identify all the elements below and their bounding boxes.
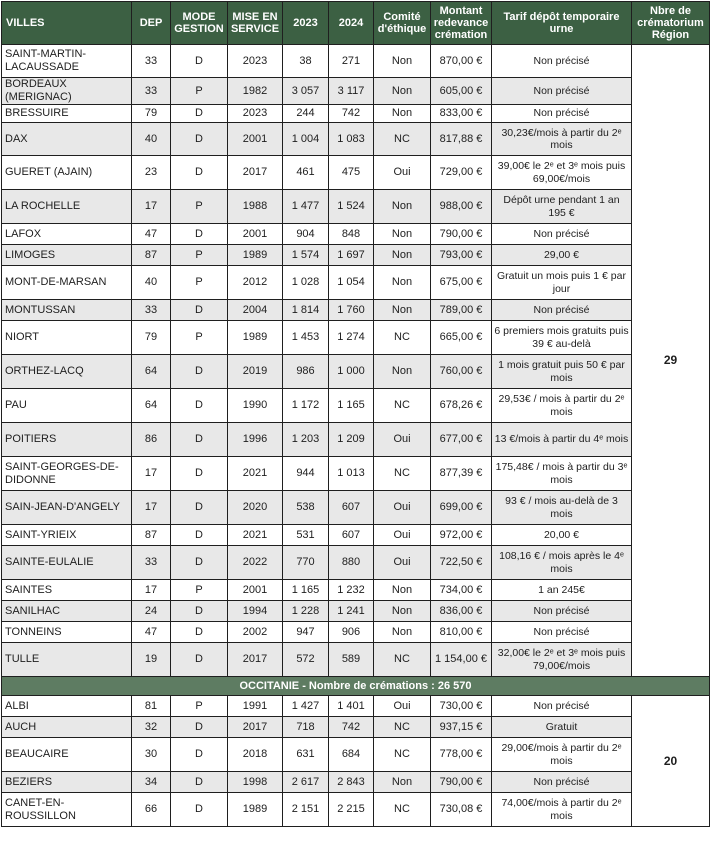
- cell-comite: NC: [374, 793, 431, 827]
- cell-ville: NIORT: [2, 321, 132, 355]
- cell-tarif: Non précisé: [492, 300, 632, 321]
- cell-montant: 1 154,00 €: [431, 643, 492, 677]
- cell-comite: Non: [374, 772, 431, 793]
- section-title: OCCITANIE - Nombre de crémations : 26 570: [2, 677, 710, 696]
- cell-mode: D: [171, 156, 228, 190]
- cell-tarif: 29,00€/mois à partir du 2ᵉ mois: [492, 738, 632, 772]
- cell-mise: 2023: [228, 45, 283, 78]
- cell-tarif: 93 € / mois au-delà de 3 mois: [492, 491, 632, 525]
- cell-ville: SAINT-GEORGES-DE-DIDONNE: [2, 457, 132, 491]
- cell-montant: 677,00 €: [431, 423, 492, 457]
- cell-mise: 1990: [228, 389, 283, 423]
- header-mode-gestion: MODE GESTION: [171, 2, 228, 45]
- cell-y2023: 1 172: [283, 389, 329, 423]
- cell-montant: 836,00 €: [431, 601, 492, 622]
- header-row: [2, 2, 710, 45]
- table-row: [2, 491, 710, 525]
- cell-y2023: 1 453: [283, 321, 329, 355]
- cell-mise: 2022: [228, 546, 283, 580]
- cell-y2024: 1 274: [329, 321, 374, 355]
- table-row: [2, 525, 710, 546]
- cell-y2023: 944: [283, 457, 329, 491]
- cell-tarif: Non précisé: [492, 45, 632, 78]
- cell-tarif: 32,00€ le 2ᵉ et 3ᵉ mois puis 79,00€/mois: [492, 643, 632, 677]
- cell-comite: Oui: [374, 491, 431, 525]
- cell-dep: 32: [132, 717, 171, 738]
- cell-mode: D: [171, 772, 228, 793]
- cell-comite: Non: [374, 622, 431, 643]
- cell-y2023: 1 814: [283, 300, 329, 321]
- cell-tarif: Non précisé: [492, 78, 632, 105]
- cell-mode: P: [171, 321, 228, 355]
- cell-ville: BRESSUIRE: [2, 105, 132, 123]
- cell-comite: Non: [374, 78, 431, 105]
- cell-montant: 605,00 €: [431, 78, 492, 105]
- cell-mise: 1996: [228, 423, 283, 457]
- cell-comite: NC: [374, 717, 431, 738]
- cell-comite: Oui: [374, 696, 431, 717]
- table-row: [2, 793, 710, 827]
- cell-tarif: 29,00 €: [492, 245, 632, 266]
- cell-y2023: 461: [283, 156, 329, 190]
- cell-mise: 1982: [228, 78, 283, 105]
- cell-y2024: 880: [329, 546, 374, 580]
- cell-tarif: 13 €/mois à partir du 4ᵉ mois: [492, 423, 632, 457]
- cell-montant: 790,00 €: [431, 772, 492, 793]
- cell-mise: 2004: [228, 300, 283, 321]
- cell-mode: D: [171, 546, 228, 580]
- cell-comite: NC: [374, 321, 431, 355]
- cell-y2024: 3 117: [329, 78, 374, 105]
- cell-mise: 1991: [228, 696, 283, 717]
- table-row: [2, 622, 710, 643]
- cell-y2024: 1 232: [329, 580, 374, 601]
- cell-montant: 972,00 €: [431, 525, 492, 546]
- table-row: [2, 105, 710, 123]
- cell-y2023: 718: [283, 717, 329, 738]
- table-row: [2, 423, 710, 457]
- cell-comite: Non: [374, 224, 431, 245]
- cell-y2024: 742: [329, 105, 374, 123]
- cell-y2024: 475: [329, 156, 374, 190]
- cell-dep: 47: [132, 224, 171, 245]
- cell-ville: LIMOGES: [2, 245, 132, 266]
- cell-comite: Non: [374, 245, 431, 266]
- cell-y2023: 531: [283, 525, 329, 546]
- cell-tarif: Dépôt urne pendant 1 an 195 €: [492, 190, 632, 224]
- cell-ville: POITIERS: [2, 423, 132, 457]
- cell-y2023: 1 028: [283, 266, 329, 300]
- cell-y2024: 1 760: [329, 300, 374, 321]
- cell-mode: D: [171, 355, 228, 389]
- header-villes: VILLES: [2, 2, 132, 45]
- cell-montant: 789,00 €: [431, 300, 492, 321]
- cell-y2024: 2 843: [329, 772, 374, 793]
- cell-dep: 33: [132, 78, 171, 105]
- cell-dep: 86: [132, 423, 171, 457]
- cell-mode: D: [171, 643, 228, 677]
- cell-tarif: Non précisé: [492, 601, 632, 622]
- cell-nbre-crematorium: 29: [632, 45, 710, 677]
- cell-ville: MONT-DE-MARSAN: [2, 266, 132, 300]
- cell-montant: 760,00 €: [431, 355, 492, 389]
- cell-comite: NC: [374, 643, 431, 677]
- cell-comite: NC: [374, 123, 431, 156]
- cell-mise: 2019: [228, 355, 283, 389]
- cell-mode: D: [171, 491, 228, 525]
- cell-mise: 2020: [228, 491, 283, 525]
- cell-mise: 2001: [228, 580, 283, 601]
- cell-mise: 1998: [228, 772, 283, 793]
- cell-montant: 730,00 €: [431, 696, 492, 717]
- cell-y2023: 904: [283, 224, 329, 245]
- cell-mode: D: [171, 601, 228, 622]
- cell-nbre-crematorium: 20: [632, 696, 710, 827]
- cell-mise: 2021: [228, 457, 283, 491]
- cell-tarif: 175,48€ / mois à partir du 3ᵉ mois: [492, 457, 632, 491]
- cell-dep: 17: [132, 457, 171, 491]
- cell-mise: 2001: [228, 224, 283, 245]
- cell-mise: 1988: [228, 190, 283, 224]
- cell-dep: 64: [132, 389, 171, 423]
- cell-y2023: 38: [283, 45, 329, 78]
- cell-mise: 2017: [228, 156, 283, 190]
- crematorium-table: [1, 1, 710, 827]
- table-row: [2, 300, 710, 321]
- cell-montant: 810,00 €: [431, 622, 492, 643]
- cell-mode: D: [171, 793, 228, 827]
- cell-mode: P: [171, 190, 228, 224]
- cell-y2023: 1 203: [283, 423, 329, 457]
- cell-comite: Non: [374, 300, 431, 321]
- cell-comite: Non: [374, 266, 431, 300]
- cell-y2023: 1 477: [283, 190, 329, 224]
- cell-montant: 870,00 €: [431, 45, 492, 78]
- cell-mode: D: [171, 123, 228, 156]
- cell-y2024: 1 165: [329, 389, 374, 423]
- cell-montant: 817,88 €: [431, 123, 492, 156]
- cell-tarif: 74,00€/mois à partir du 2ᵉ mois: [492, 793, 632, 827]
- cell-mise: 2017: [228, 717, 283, 738]
- cell-ville: PAU: [2, 389, 132, 423]
- cell-comite: Oui: [374, 156, 431, 190]
- cell-tarif: Gratuit un mois puis 1 € par jour: [492, 266, 632, 300]
- cell-ville: BORDEAUX (MERIGNAC): [2, 78, 132, 105]
- cell-mode: D: [171, 224, 228, 245]
- cell-mode: D: [171, 389, 228, 423]
- cell-dep: 24: [132, 601, 171, 622]
- cell-montant: 877,39 €: [431, 457, 492, 491]
- cell-dep: 33: [132, 300, 171, 321]
- cell-y2024: 1 697: [329, 245, 374, 266]
- cell-y2024: 742: [329, 717, 374, 738]
- cell-ville: LAFOX: [2, 224, 132, 245]
- cell-dep: 64: [132, 355, 171, 389]
- cell-y2023: 538: [283, 491, 329, 525]
- table-row: [2, 355, 710, 389]
- cell-montant: 730,08 €: [431, 793, 492, 827]
- cell-montant: 793,00 €: [431, 245, 492, 266]
- cell-mode: D: [171, 423, 228, 457]
- table-row: [2, 643, 710, 677]
- cell-montant: 678,26 €: [431, 389, 492, 423]
- cell-mode: P: [171, 580, 228, 601]
- cell-dep: 34: [132, 772, 171, 793]
- cell-dep: 79: [132, 105, 171, 123]
- cell-mise: 2023: [228, 105, 283, 123]
- cell-dep: 47: [132, 622, 171, 643]
- cell-mode: D: [171, 105, 228, 123]
- cell-ville: BEAUCAIRE: [2, 738, 132, 772]
- cell-mode: P: [171, 266, 228, 300]
- table-row: [2, 156, 710, 190]
- section-header-row: [2, 677, 710, 696]
- cell-dep: 40: [132, 266, 171, 300]
- cell-mise: 2021: [228, 525, 283, 546]
- cell-ville: MONTUSSAN: [2, 300, 132, 321]
- header-mise-en-service: MISE EN SERVICE: [228, 2, 283, 45]
- cell-dep: 33: [132, 45, 171, 78]
- cell-comite: Non: [374, 355, 431, 389]
- cell-y2023: 1 574: [283, 245, 329, 266]
- table-row: [2, 245, 710, 266]
- cell-tarif: 30,23€/mois à partir du 2ᵉ mois: [492, 123, 632, 156]
- cell-montant: 790,00 €: [431, 224, 492, 245]
- cell-y2024: 607: [329, 525, 374, 546]
- header-tarif-depot: Tarif dépôt temporaire urne: [492, 2, 632, 45]
- cell-dep: 23: [132, 156, 171, 190]
- cell-mise: 2002: [228, 622, 283, 643]
- header-dep: DEP: [132, 2, 171, 45]
- cell-mode: D: [171, 622, 228, 643]
- cell-tarif: 39,00€ le 2ᵉ et 3ᵉ mois puis 69,00€/mois: [492, 156, 632, 190]
- cell-dep: 17: [132, 190, 171, 224]
- cell-dep: 17: [132, 580, 171, 601]
- cell-ville: SAINT-YRIEIX: [2, 525, 132, 546]
- table-row: [2, 321, 710, 355]
- cell-y2023: 3 057: [283, 78, 329, 105]
- cell-mode: D: [171, 300, 228, 321]
- cell-ville: SANILHAC: [2, 601, 132, 622]
- table-row: [2, 772, 710, 793]
- cell-montant: 675,00 €: [431, 266, 492, 300]
- cell-y2023: 1 427: [283, 696, 329, 717]
- cell-y2023: 631: [283, 738, 329, 772]
- cell-mise: 1989: [228, 321, 283, 355]
- cell-ville: AUCH: [2, 717, 132, 738]
- cell-dep: 19: [132, 643, 171, 677]
- table-row: [2, 457, 710, 491]
- cell-dep: 30: [132, 738, 171, 772]
- header-2023: 2023: [283, 2, 329, 45]
- cell-comite: Oui: [374, 423, 431, 457]
- header-comite-ethique: Comité d'éthique: [374, 2, 431, 45]
- cell-tarif: Non précisé: [492, 622, 632, 643]
- cell-y2024: 1 401: [329, 696, 374, 717]
- cell-y2024: 1 083: [329, 123, 374, 156]
- cell-mode: D: [171, 45, 228, 78]
- cell-dep: 87: [132, 525, 171, 546]
- cell-y2023: 1 165: [283, 580, 329, 601]
- cell-y2024: 1 013: [329, 457, 374, 491]
- cell-ville: TULLE: [2, 643, 132, 677]
- cell-comite: Oui: [374, 525, 431, 546]
- cell-y2023: 770: [283, 546, 329, 580]
- cell-dep: 79: [132, 321, 171, 355]
- cell-mise: 1989: [228, 245, 283, 266]
- cell-comite: Oui: [374, 546, 431, 580]
- cell-mode: D: [171, 457, 228, 491]
- cell-ville: BEZIERS: [2, 772, 132, 793]
- cell-ville: SAINTE-EULALIE: [2, 546, 132, 580]
- cell-tarif: Gratuit: [492, 717, 632, 738]
- cell-y2023: 244: [283, 105, 329, 123]
- cell-montant: 722,50 €: [431, 546, 492, 580]
- cell-comite: Non: [374, 190, 431, 224]
- cell-tarif: Non précisé: [492, 696, 632, 717]
- cell-montant: 734,00 €: [431, 580, 492, 601]
- table-row: [2, 580, 710, 601]
- header-2024: 2024: [329, 2, 374, 45]
- cell-mode: D: [171, 738, 228, 772]
- cell-y2023: 986: [283, 355, 329, 389]
- cell-mise: 2001: [228, 123, 283, 156]
- cell-mode: D: [171, 717, 228, 738]
- cell-comite: NC: [374, 389, 431, 423]
- cell-mise: 2012: [228, 266, 283, 300]
- cell-mise: 1994: [228, 601, 283, 622]
- cell-y2023: 2 151: [283, 793, 329, 827]
- cell-tarif: Non précisé: [492, 224, 632, 245]
- cell-ville: SAIN-JEAN-D'ANGELY: [2, 491, 132, 525]
- table-row: [2, 601, 710, 622]
- table-row: [2, 389, 710, 423]
- cell-montant: 699,00 €: [431, 491, 492, 525]
- cell-montant: 833,00 €: [431, 105, 492, 123]
- cell-y2024: 271: [329, 45, 374, 78]
- cell-ville: ORTHEZ-LACQ: [2, 355, 132, 389]
- cell-tarif: Non précisé: [492, 105, 632, 123]
- cell-ville: ALBI: [2, 696, 132, 717]
- cell-comite: Non: [374, 601, 431, 622]
- cell-ville: TONNEINS: [2, 622, 132, 643]
- cell-y2024: 1 000: [329, 355, 374, 389]
- cell-comite: NC: [374, 457, 431, 491]
- table-row: [2, 123, 710, 156]
- table-row: [2, 45, 710, 78]
- cell-ville: SAINT-MARTIN-LACAUSSADE: [2, 45, 132, 78]
- cell-y2023: 1 004: [283, 123, 329, 156]
- cell-tarif: 20,00 €: [492, 525, 632, 546]
- cell-y2023: 1 228: [283, 601, 329, 622]
- header-montant-redevance: Montant redevance crémation: [431, 2, 492, 45]
- cell-tarif: 29,53€ / mois à partir du 2ᵉ mois: [492, 389, 632, 423]
- cell-y2024: 589: [329, 643, 374, 677]
- cell-ville: CANET-EN- ROUSSILLON: [2, 793, 132, 827]
- cell-dep: 17: [132, 491, 171, 525]
- cell-y2024: 1 524: [329, 190, 374, 224]
- cell-montant: 665,00 €: [431, 321, 492, 355]
- table-row: [2, 696, 710, 717]
- cell-y2023: 947: [283, 622, 329, 643]
- cell-y2024: 1 209: [329, 423, 374, 457]
- cell-ville: DAX: [2, 123, 132, 156]
- cell-dep: 40: [132, 123, 171, 156]
- table-row: [2, 190, 710, 224]
- cell-mode: D: [171, 525, 228, 546]
- cell-ville: SAINTES: [2, 580, 132, 601]
- cell-y2024: 607: [329, 491, 374, 525]
- cell-y2024: 2 215: [329, 793, 374, 827]
- cell-mise: 2018: [228, 738, 283, 772]
- cell-y2024: 684: [329, 738, 374, 772]
- cell-tarif: 1 an 245€: [492, 580, 632, 601]
- cell-tarif: 1 mois gratuit puis 50 € par mois: [492, 355, 632, 389]
- cell-tarif: Non précisé: [492, 772, 632, 793]
- header-nbre-crematorium: Nbre de crématorium Région: [632, 2, 710, 45]
- table-row: [2, 78, 710, 105]
- cell-comite: Non: [374, 105, 431, 123]
- cell-comite: Non: [374, 45, 431, 78]
- cell-mode: P: [171, 78, 228, 105]
- cell-mise: 2017: [228, 643, 283, 677]
- cell-mode: P: [171, 696, 228, 717]
- cell-y2023: 572: [283, 643, 329, 677]
- cell-dep: 66: [132, 793, 171, 827]
- table-row: [2, 224, 710, 245]
- cell-y2024: 848: [329, 224, 374, 245]
- cell-mise: 1989: [228, 793, 283, 827]
- cell-comite: NC: [374, 738, 431, 772]
- cell-ville: GUERET (AJAIN): [2, 156, 132, 190]
- cell-y2024: 906: [329, 622, 374, 643]
- table-row: [2, 546, 710, 580]
- cell-montant: 937,15 €: [431, 717, 492, 738]
- cell-comite: Non: [374, 580, 431, 601]
- cell-y2024: 1 241: [329, 601, 374, 622]
- cell-tarif: 6 premiers mois gratuits puis 39 € au-delà: [492, 321, 632, 355]
- cell-y2023: 2 617: [283, 772, 329, 793]
- cell-ville: LA ROCHELLE: [2, 190, 132, 224]
- cell-montant: 729,00 €: [431, 156, 492, 190]
- table-row: [2, 738, 710, 772]
- cell-montant: 778,00 €: [431, 738, 492, 772]
- table-row: [2, 266, 710, 300]
- cell-dep: 33: [132, 546, 171, 580]
- cell-dep: 81: [132, 696, 171, 717]
- cell-tarif: 108,16 € / mois après le 4ᵉ mois: [492, 546, 632, 580]
- cell-dep: 87: [132, 245, 171, 266]
- table-row: [2, 717, 710, 738]
- cell-montant: 988,00 €: [431, 190, 492, 224]
- cell-y2024: 1 054: [329, 266, 374, 300]
- cell-mode: P: [171, 245, 228, 266]
